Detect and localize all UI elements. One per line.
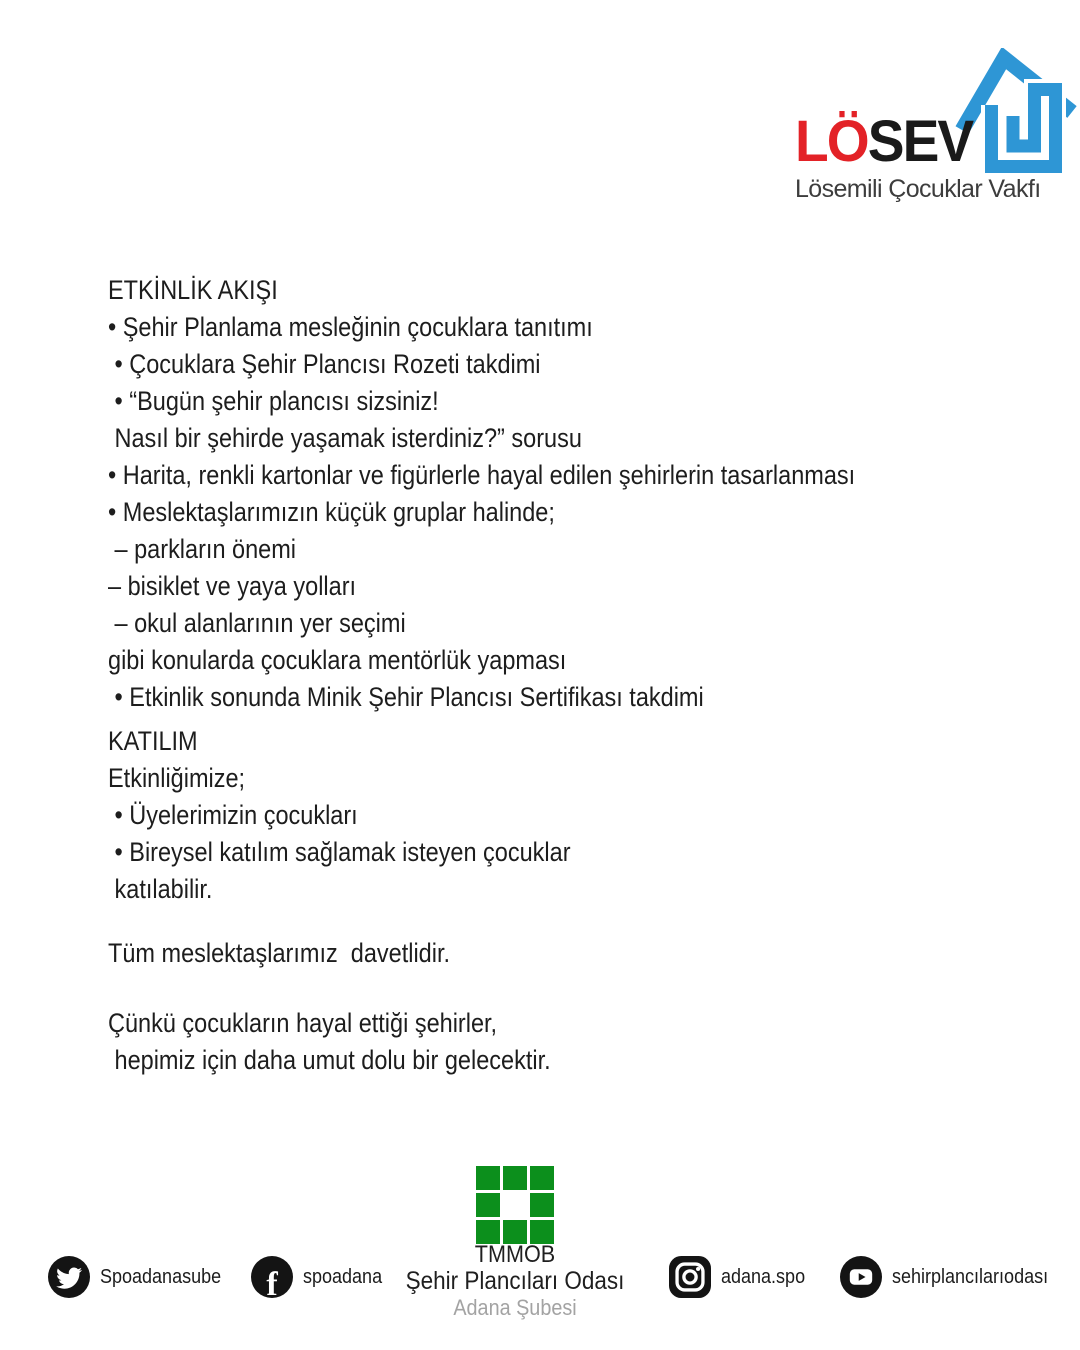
text-line: – bisiklet ve yaya yolları [108,571,357,601]
text-line: hepimiz için daha umut dolu bir gelecektir. [108,1045,551,1075]
tmmob-grid-cell [476,1166,500,1190]
text-line: • “Bugün şehir plancısı sizsiniz! [108,386,439,416]
twitter-handle[interactable]: Spoadanasube [100,1265,222,1288]
section-katilim [108,723,1030,908]
text-line: Nasıl bir şehirde yaşamak isterdiniz?” sorusu [108,423,582,453]
text-line: • Etkinlik sonunda Minik Şehir Plancısı Sertifikası takdimi [108,682,704,712]
youtube-handle[interactable]: sehirplancılarıodası [892,1265,1049,1288]
losev-tagline: Lösemili Çocuklar Vakfı [795,175,1041,203]
text-line: katılabilir. [108,874,213,904]
twitter-icon [48,1256,90,1298]
tmmob-line3: Adana Şubesi [453,1295,577,1320]
section-davet [108,935,1030,972]
text-line: • Üyelerimizin çocukları [108,800,358,830]
section-heading: ETKİNLİK AKIŞI [108,275,278,305]
social-item-youtube[interactable] [840,1256,1065,1298]
instagram-icon [669,1256,711,1298]
tmmob-grid-cell [476,1193,500,1217]
section-heading: KATILIM [108,726,198,756]
tmmob-name [406,1241,625,1320]
section-etkinlik-akisi [108,272,1030,716]
tmmob-line2: Şehir Plancıları Odası [405,1267,625,1295]
instagram-handle[interactable]: adana.spo [721,1265,806,1288]
text-line: • Şehir Planlama mesleğinin çocuklara tanıtımı [108,312,593,342]
text-line: Etkinliğimize; [108,763,246,793]
tmmob-line1: TMMOB [474,1241,556,1268]
tmmob-grid-cell [530,1166,554,1190]
losev-wordmark [795,109,973,174]
facebook-icon: f [251,1256,293,1298]
text-line: gibi konularda çocuklara mentörlük yapması [108,645,567,675]
body-text [108,272,1030,1079]
text-line: • Çocuklara Şehir Plancısı Rozeti takdimi [108,349,541,379]
social-item-facebook[interactable] [251,1256,391,1298]
text-line: Tüm meslektaşlarımız davetlidir. [108,938,451,968]
section-kapanis [108,1005,1030,1079]
facebook-handle[interactable]: spoadana [303,1265,383,1288]
text-line: • Harita, renkli kartonlar ve figürlerle hayal edilen şehirlerin tasarlanması [108,460,856,490]
tmmob-grid-cell [503,1166,527,1190]
text-line: • Bireysel katılım sağlamak isteyen çocuklar [108,837,571,867]
tmmob-grid-cell-center [503,1193,527,1217]
text-line: Çünkü çocukların hayal ettiği şehirler, [108,1008,498,1038]
text-line: – okul alanlarının yer seçimi [108,608,406,638]
tmmob-grid-icon [476,1166,554,1244]
text-line: – parkların önemi [108,534,297,564]
text-line: • Meslektaşlarımızın küçük gruplar halinde; [108,497,555,527]
losev-wordmark-red: LÖ [795,109,868,174]
losev-wordmark-black: SEV [867,109,973,174]
youtube-icon [840,1256,882,1298]
social-item-twitter[interactable] [48,1256,235,1298]
social-item-instagram[interactable] [669,1256,814,1298]
tmmob-grid-cell [530,1193,554,1217]
